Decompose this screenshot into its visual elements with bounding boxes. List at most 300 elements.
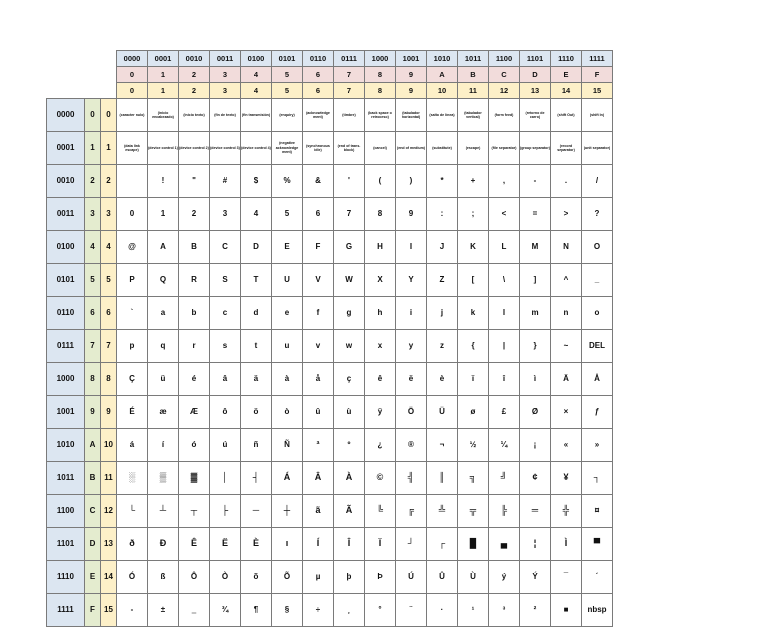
table-row (47, 363, 613, 396)
col-header-decimal: 11 (458, 83, 489, 99)
row-header-binary: 1111 (47, 594, 85, 627)
char-cell: ╚ (365, 495, 396, 528)
char-cell: Ú (396, 561, 427, 594)
char-cell: ═ (520, 495, 551, 528)
char-cell: ± (148, 594, 179, 627)
col-header-hex: C (489, 67, 520, 83)
col-header-hex: 6 (303, 67, 334, 83)
control-char-cell: (escape) (458, 132, 489, 165)
char-cell: ß (148, 561, 179, 594)
char-cell: m (520, 297, 551, 330)
char-cell: : (427, 198, 458, 231)
row-header-decimal: 13 (101, 528, 117, 561)
header-row-hex (47, 67, 613, 83)
char-cell: T (241, 264, 272, 297)
char-cell: ┤ (241, 462, 272, 495)
char-cell: ! (148, 165, 179, 198)
col-header-hex: 1 (148, 67, 179, 83)
row-header-decimal: 5 (101, 264, 117, 297)
header-row-decimal (47, 83, 613, 99)
col-header-decimal: 2 (179, 83, 210, 99)
char-cell: ╝ (489, 462, 520, 495)
char-cell: å (303, 363, 334, 396)
table-row (47, 495, 613, 528)
char-cell: ø (458, 396, 489, 429)
char-cell: 9 (396, 198, 427, 231)
char-cell: ▄ (489, 528, 520, 561)
char-cell: > (551, 198, 582, 231)
char-cell: » (582, 429, 613, 462)
col-header-binary: 0110 (303, 51, 334, 67)
char-cell: ú (210, 429, 241, 462)
char-cell: y (396, 330, 427, 363)
char-cell: - (117, 594, 148, 627)
col-header-hex: 2 (179, 67, 210, 83)
table-row (47, 462, 613, 495)
char-cell: F (303, 231, 334, 264)
char-cell: ¾ (210, 594, 241, 627)
control-char-cell: (device control 2) (179, 132, 210, 165)
char-cell: ¤ (582, 495, 613, 528)
char-cell: æ (148, 396, 179, 429)
char-cell: Ð (148, 528, 179, 561)
char-cell: W (334, 264, 365, 297)
char-cell: u (272, 330, 303, 363)
row-header-hex: B (85, 462, 101, 495)
char-cell: Ì (551, 528, 582, 561)
col-header-binary: 0101 (272, 51, 303, 67)
char-cell: ╩ (427, 495, 458, 528)
char-cell: Ü (427, 396, 458, 429)
corner-blank (47, 51, 85, 67)
char-cell: ▒ (148, 462, 179, 495)
char-cell: █ (458, 528, 489, 561)
col-header-decimal: 1 (148, 83, 179, 99)
col-header-decimal: 3 (210, 83, 241, 99)
char-cell: └ (117, 495, 148, 528)
char-cell: ç (334, 363, 365, 396)
char-cell: & (303, 165, 334, 198)
char-cell: c (210, 297, 241, 330)
row-header-hex: C (85, 495, 101, 528)
char-cell: © (365, 462, 396, 495)
control-char-cell: (timbre) (334, 99, 365, 132)
char-cell: w (334, 330, 365, 363)
char-cell: R (179, 264, 210, 297)
control-char-cell: (device control 4) (241, 132, 272, 165)
char-cell: B (179, 231, 210, 264)
char-cell: V (303, 264, 334, 297)
char-cell: # (210, 165, 241, 198)
char-cell: J (427, 231, 458, 264)
char-cell: C (210, 231, 241, 264)
char-cell: P (117, 264, 148, 297)
table-row (47, 330, 613, 363)
char-cell: g (334, 297, 365, 330)
char-cell: . (551, 165, 582, 198)
char-cell: ° (365, 594, 396, 627)
char-cell: ┴ (148, 495, 179, 528)
char-cell: 6 (303, 198, 334, 231)
col-header-hex: 5 (272, 67, 303, 83)
corner-blank (85, 83, 101, 99)
char-cell: U (272, 264, 303, 297)
col-header-hex: F (582, 67, 613, 83)
row-header-hex: 6 (85, 297, 101, 330)
char-cell: ▓ (179, 462, 210, 495)
char-cell: Å (582, 363, 613, 396)
char-cell: 2 (179, 198, 210, 231)
col-header-binary: 0011 (210, 51, 241, 67)
row-header-binary: 1000 (47, 363, 85, 396)
char-cell: N (551, 231, 582, 264)
char-cell: H (365, 231, 396, 264)
control-char-cell: (shift In) (582, 99, 613, 132)
char-cell: Ó (117, 561, 148, 594)
char-cell: õ (241, 561, 272, 594)
char-cell: 8 (365, 198, 396, 231)
char-cell: 3 (210, 198, 241, 231)
char-cell: ® (396, 429, 427, 462)
control-char-cell: (end of medium) (396, 132, 427, 165)
col-header-decimal: 6 (303, 83, 334, 99)
char-cell: p (117, 330, 148, 363)
col-header-decimal: 4 (241, 83, 272, 99)
col-header-hex: 9 (396, 67, 427, 83)
row-header-hex: A (85, 429, 101, 462)
char-cell: § (272, 594, 303, 627)
row-header-binary: 1100 (47, 495, 85, 528)
char-cell: 1 (148, 198, 179, 231)
row-header-binary: 1001 (47, 396, 85, 429)
row-header-hex: 5 (85, 264, 101, 297)
corner-blank (47, 67, 85, 83)
char-cell: ð (117, 528, 148, 561)
char-cell: ³ (489, 594, 520, 627)
row-header-decimal: 10 (101, 429, 117, 462)
char-cell: þ (334, 561, 365, 594)
char-cell: ─ (241, 495, 272, 528)
col-header-hex: 8 (365, 67, 396, 83)
row-header-binary: 0000 (47, 99, 85, 132)
char-cell: 5 (272, 198, 303, 231)
table-row (47, 297, 613, 330)
char-cell: I (396, 231, 427, 264)
control-char-cell: (shift Out) (551, 99, 582, 132)
control-char-cell: (group separator) (520, 132, 551, 165)
char-cell: Á (272, 462, 303, 495)
row-header-binary: 0101 (47, 264, 85, 297)
char-cell: $ (241, 165, 272, 198)
char-cell: « (551, 429, 582, 462)
col-header-binary: 0111 (334, 51, 365, 67)
row-header-hex: D (85, 528, 101, 561)
char-cell: ¼ (489, 429, 520, 462)
col-header-binary: 1010 (427, 51, 458, 67)
control-char-cell: (enquiry) (272, 99, 303, 132)
control-char-cell: (fin de texto) (210, 99, 241, 132)
char-cell: ï (458, 363, 489, 396)
row-header-binary: 1110 (47, 561, 85, 594)
char-cell: ╦ (458, 495, 489, 528)
row-header-binary: 1011 (47, 462, 85, 495)
col-header-binary: 1111 (582, 51, 613, 67)
char-cell: ¸ (334, 594, 365, 627)
char-cell: ª (303, 429, 334, 462)
char-cell: Z (427, 264, 458, 297)
char-cell: L (489, 231, 520, 264)
char-cell: % (272, 165, 303, 198)
control-char-cell: (inicio texto) (179, 99, 210, 132)
col-header-hex: D (520, 67, 551, 83)
row-header-decimal: 0 (101, 99, 117, 132)
control-char-cell: (end of trans. block) (334, 132, 365, 165)
char-cell: ƒ (582, 396, 613, 429)
char-cell: X (365, 264, 396, 297)
control-char-cell: (data link escape) (117, 132, 148, 165)
row-header-hex: 9 (85, 396, 101, 429)
control-char-cell: (form feed) (489, 99, 520, 132)
char-cell: ¡ (520, 429, 551, 462)
char-cell: n (551, 297, 582, 330)
col-header-hex: E (551, 67, 582, 83)
char-cell: Í (303, 528, 334, 561)
char-cell: t (241, 330, 272, 363)
char-cell: Õ (272, 561, 303, 594)
char-cell: M (520, 231, 551, 264)
char-cell: ò (272, 396, 303, 429)
char-cell: h (365, 297, 396, 330)
char-cell: o (582, 297, 613, 330)
control-char-cell: (record separator) (551, 132, 582, 165)
char-cell: nbsp (582, 594, 613, 627)
char-cell: ä (241, 363, 272, 396)
col-header-decimal: 13 (520, 83, 551, 99)
char-cell: ╣ (396, 462, 427, 495)
corner-blank (85, 51, 101, 67)
col-header-binary: 0010 (179, 51, 210, 67)
col-header-decimal: 12 (489, 83, 520, 99)
char-cell: │ (210, 462, 241, 495)
row-header-hex: F (85, 594, 101, 627)
control-char-cell: (tabulador vertical) (458, 99, 489, 132)
row-header-hex: 7 (85, 330, 101, 363)
char-cell: ║ (427, 462, 458, 495)
char-cell: d (241, 297, 272, 330)
char-cell: È (241, 528, 272, 561)
char-cell: ‗ (179, 594, 210, 627)
char-cell: x (365, 330, 396, 363)
char-cell: { (458, 330, 489, 363)
col-header-decimal: 7 (334, 83, 365, 99)
control-char-cell: (caracter nulo) (117, 99, 148, 132)
control-char-cell: (cancel) (365, 132, 396, 165)
char-cell: Ñ (272, 429, 303, 462)
char-cell: D (241, 231, 272, 264)
char-cell: " (179, 165, 210, 198)
char-cell: Ï (365, 528, 396, 561)
char-cell: ı (272, 528, 303, 561)
corner-blank (47, 83, 85, 99)
control-char-cell: (unit separator) (582, 132, 613, 165)
char-cell: Î (334, 528, 365, 561)
char-cell: } (520, 330, 551, 363)
row-header-decimal: 3 (101, 198, 117, 231)
row-header-binary: 0111 (47, 330, 85, 363)
char-cell: ¬ (427, 429, 458, 462)
col-header-hex: 0 (117, 67, 148, 83)
char-cell: à (272, 363, 303, 396)
char-cell: z (427, 330, 458, 363)
table-row (47, 99, 613, 132)
char-cell: Â (303, 462, 334, 495)
col-header-decimal: 8 (365, 83, 396, 99)
row-header-decimal: 9 (101, 396, 117, 429)
char-cell: ý (489, 561, 520, 594)
char-cell: Ý (520, 561, 551, 594)
row-header-binary: 0011 (47, 198, 85, 231)
char-cell: £ (489, 396, 520, 429)
char-cell: ¿ (365, 429, 396, 462)
char-cell: Ö (396, 396, 427, 429)
control-char-cell: (file separator) (489, 132, 520, 165)
char-cell: â (210, 363, 241, 396)
char-cell: b (179, 297, 210, 330)
char-cell: ┘ (396, 528, 427, 561)
table-row (47, 165, 613, 198)
char-cell: K (458, 231, 489, 264)
char-cell: è (427, 363, 458, 396)
row-header-decimal: 6 (101, 297, 117, 330)
row-header-decimal: 12 (101, 495, 117, 528)
char-cell: E (272, 231, 303, 264)
char-cell: ù (334, 396, 365, 429)
char-cell: ┌ (427, 528, 458, 561)
control-char-cell: (device control 3) (210, 132, 241, 165)
char-cell: ? (582, 198, 613, 231)
char-cell: Ã (334, 495, 365, 528)
char-cell: / (582, 165, 613, 198)
char-cell: r (179, 330, 210, 363)
corner-blank (101, 51, 117, 67)
char-cell: G (334, 231, 365, 264)
char-cell: · (427, 594, 458, 627)
row-header-binary: 0010 (47, 165, 85, 198)
control-char-cell: (retorno de carro) (520, 99, 551, 132)
corner-blank (101, 67, 117, 83)
col-header-decimal: 0 (117, 83, 148, 99)
char-cell: Ù (458, 561, 489, 594)
char-cell: ´ (582, 561, 613, 594)
char-cell: 0 (117, 198, 148, 231)
char-cell: Ò (210, 561, 241, 594)
char-cell: O (582, 231, 613, 264)
char-cell: î (489, 363, 520, 396)
char-cell: k (458, 297, 489, 330)
char-cell: µ (303, 561, 334, 594)
char-cell: A (148, 231, 179, 264)
char-cell: ¦ (520, 528, 551, 561)
char-cell: * (427, 165, 458, 198)
char-cell: ▀ (582, 528, 613, 561)
col-header-decimal: 14 (551, 83, 582, 99)
char-cell: ó (179, 429, 210, 462)
row-header-hex: 8 (85, 363, 101, 396)
char-cell: é (179, 363, 210, 396)
col-header-binary: 1101 (520, 51, 551, 67)
control-char-cell: (inicio encabezado) (148, 99, 179, 132)
control-char-cell: (negative acknowledge ment) (272, 132, 303, 165)
row-header-binary: 0110 (47, 297, 85, 330)
char-cell: ░ (117, 462, 148, 495)
col-header-hex: A (427, 67, 458, 83)
char-cell: a (148, 297, 179, 330)
char-cell: ╔ (396, 495, 427, 528)
char-cell: ÿ (365, 396, 396, 429)
col-header-hex: 3 (210, 67, 241, 83)
char-cell: DEL (582, 330, 613, 363)
row-header-decimal: 4 (101, 231, 117, 264)
control-char-cell: (tabulador horizontal) (396, 99, 427, 132)
table-row (47, 561, 613, 594)
char-cell: ' (334, 165, 365, 198)
char-cell: ¯ (551, 561, 582, 594)
table-row (47, 264, 613, 297)
row-header-binary: 0100 (47, 231, 85, 264)
char-cell: Ø (520, 396, 551, 429)
header-row-binary (47, 51, 613, 67)
row-header-decimal: 1 (101, 132, 117, 165)
char-cell: j (427, 297, 458, 330)
char-cell: @ (117, 231, 148, 264)
char-cell: Y (396, 264, 427, 297)
char-cell: s (210, 330, 241, 363)
row-header-decimal: 2 (101, 165, 117, 198)
control-char-cell: (substitute) (427, 132, 458, 165)
char-cell: l (489, 297, 520, 330)
ascii-table (46, 50, 613, 627)
row-header-decimal: 11 (101, 462, 117, 495)
table-row (47, 231, 613, 264)
col-header-binary: 1001 (396, 51, 427, 67)
char-cell: \ (489, 264, 520, 297)
char-cell: S (210, 264, 241, 297)
row-header-hex: 2 (85, 165, 101, 198)
char-cell: Ê (179, 528, 210, 561)
char-cell: Ô (179, 561, 210, 594)
row-header-decimal: 15 (101, 594, 117, 627)
char-cell: = (520, 198, 551, 231)
char-cell: + (458, 165, 489, 198)
row-header-hex: 1 (85, 132, 101, 165)
char-cell: - (520, 165, 551, 198)
col-header-decimal: 5 (272, 83, 303, 99)
col-header-binary: 1100 (489, 51, 520, 67)
char-cell: ^ (551, 264, 582, 297)
col-header-binary: 0000 (117, 51, 148, 67)
char-cell: ü (148, 363, 179, 396)
char-cell: Ä (551, 363, 582, 396)
row-header-decimal: 14 (101, 561, 117, 594)
char-cell (117, 165, 148, 198)
col-header-binary: 1110 (551, 51, 582, 67)
char-cell: í (148, 429, 179, 462)
char-cell: Ç (117, 363, 148, 396)
char-cell: ö (241, 396, 272, 429)
col-header-binary: 0001 (148, 51, 179, 67)
table-row (47, 132, 613, 165)
char-cell: e (272, 297, 303, 330)
